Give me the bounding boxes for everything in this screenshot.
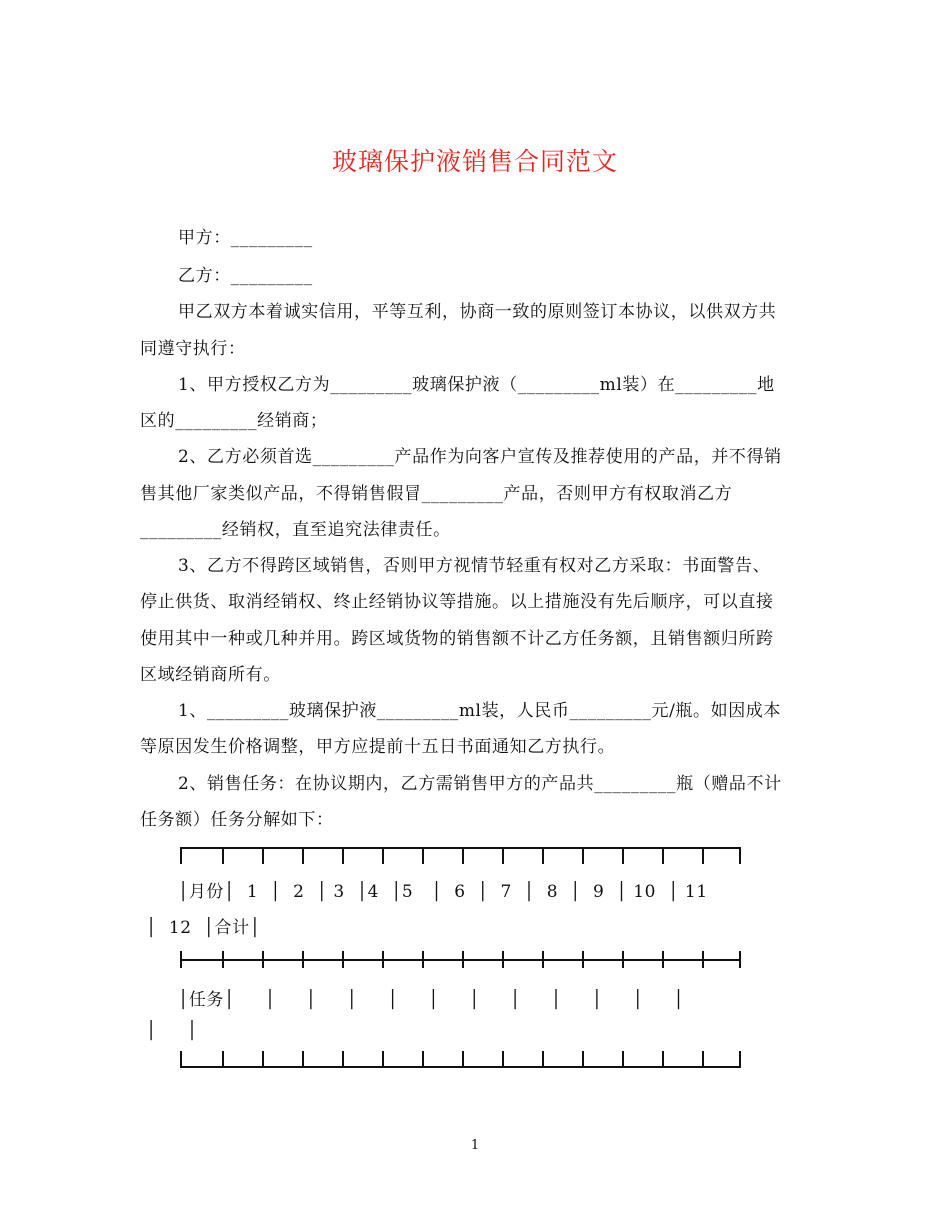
table-rule-tick — [422, 951, 424, 968]
table-rule-tick — [422, 1051, 424, 1068]
table-rule-tick — [382, 847, 384, 864]
table-rule-tick — [702, 847, 704, 864]
table-rule-tick — [382, 1051, 384, 1068]
table-rule-tick — [662, 951, 664, 968]
table-task-row: │任务│ │ │ │ │ │ │ │ │ │ │ │ — [178, 990, 685, 1010]
table-rule-tick — [422, 847, 424, 864]
table-rule-tick — [702, 951, 704, 968]
paragraph-line: 同遵守执行： — [140, 339, 246, 359]
paragraph-line: 甲乙双方本着诚实信用，平等互利，协商一致的原则签订本协议，以供双方共 — [178, 302, 777, 322]
paragraph-line: 等原因发生价格调整，甲方应提前十五日书面通知乙方执行。 — [140, 737, 616, 757]
paragraph-line: _________经销权，直至追究法律责任。 — [140, 520, 451, 540]
table-rule-tick — [502, 951, 504, 968]
paragraph-line: 任务额）任务分解如下： — [140, 810, 334, 830]
table-rule-tick — [662, 847, 664, 864]
paragraph-line: 使用其中一种或几种并用。跨区域货物的销售额不计乙方任务额，且销售额归所跨 — [140, 629, 774, 649]
table-rule-tick — [502, 1051, 504, 1068]
table-rule-tick — [262, 847, 264, 864]
paragraph-line: 区域经销商所有。 — [140, 665, 281, 685]
table-rule-tick — [262, 1051, 264, 1068]
paragraph-line: 停止供货、取消经销权、终止经销协议等措施。以上措施没有先后顺序，可以直接 — [140, 592, 774, 612]
paragraph-line: 1、甲方授权乙方为_________玻璃保护液（_________ml装）在_________地 — [178, 375, 775, 395]
table-rule-tick — [622, 951, 624, 968]
table-rule-tick — [262, 951, 264, 968]
table-rule-tick — [462, 1051, 464, 1068]
table-rule-tick — [582, 1051, 584, 1068]
party-b-line: 乙方：_________ — [178, 266, 313, 286]
table-bottom-rule — [180, 1051, 741, 1068]
table-rule-tick — [222, 847, 224, 864]
table-rule-tick — [222, 1051, 224, 1068]
paragraph-line: 1、_________玻璃保护液_________ml装，人民币_________元/瓶。如因成本 — [178, 701, 781, 721]
table-rule-tick — [502, 847, 504, 864]
table-rule-tick — [302, 847, 304, 864]
table-rule-tick — [302, 1051, 304, 1068]
paragraph-line: 2、乙方必须首选_________产品作为向客户宣传及推荐使用的产品，并不得销 — [178, 447, 782, 467]
paragraph-line: 3、乙方不得跨区域销售，否则甲方视情节轻重有权对乙方采取：书面警告、 — [178, 556, 771, 576]
table-rule-tick — [622, 1051, 624, 1068]
table-rule-tick — [622, 847, 624, 864]
table-rule-tick — [342, 847, 344, 864]
paragraph-line: 区的_________经销商； — [140, 411, 328, 431]
table-middle-rule — [180, 951, 741, 968]
table-task-row-wrap: │ │ — [146, 1021, 198, 1041]
paragraph-line: 售其他厂家类似产品，不得销售假冒_________产品，否则甲方有权取消乙方 — [140, 484, 733, 504]
document-title: 玻璃保护液销售合同范文 — [331, 147, 618, 176]
table-rule-tick — [582, 847, 584, 864]
table-rule-tick — [582, 951, 584, 968]
table-rule-tick — [342, 1051, 344, 1068]
table-rule-tick — [382, 951, 384, 968]
page-number: 1 — [470, 1138, 480, 1153]
table-rule-tick — [462, 847, 464, 864]
table-rule-tick — [702, 1051, 704, 1068]
table-rule-tick — [462, 951, 464, 968]
table-rule-tick — [342, 951, 344, 968]
table-top-rule — [180, 847, 741, 864]
table-rule-tick — [542, 951, 544, 968]
table-rule-tick — [662, 1051, 664, 1068]
table-header-row-wrap: │ 12 │合计│ — [146, 918, 261, 938]
table-rule-tick — [542, 847, 544, 864]
table-rule-tick — [302, 951, 304, 968]
table-rule-tick — [542, 1051, 544, 1068]
paragraph-line: 2、销售任务：在协议期内，乙方需销售甲方的产品共_________瓶（赠品不计 — [178, 774, 782, 794]
party-a-line: 甲方：_________ — [178, 228, 313, 248]
table-rule-tick — [222, 951, 224, 968]
table-header-row: │月份│ 1 │ 2 │ 3 │4 │5 │ 6 │ 7 │ 8 │ 9 │ 10 │ 11 — [178, 882, 708, 902]
